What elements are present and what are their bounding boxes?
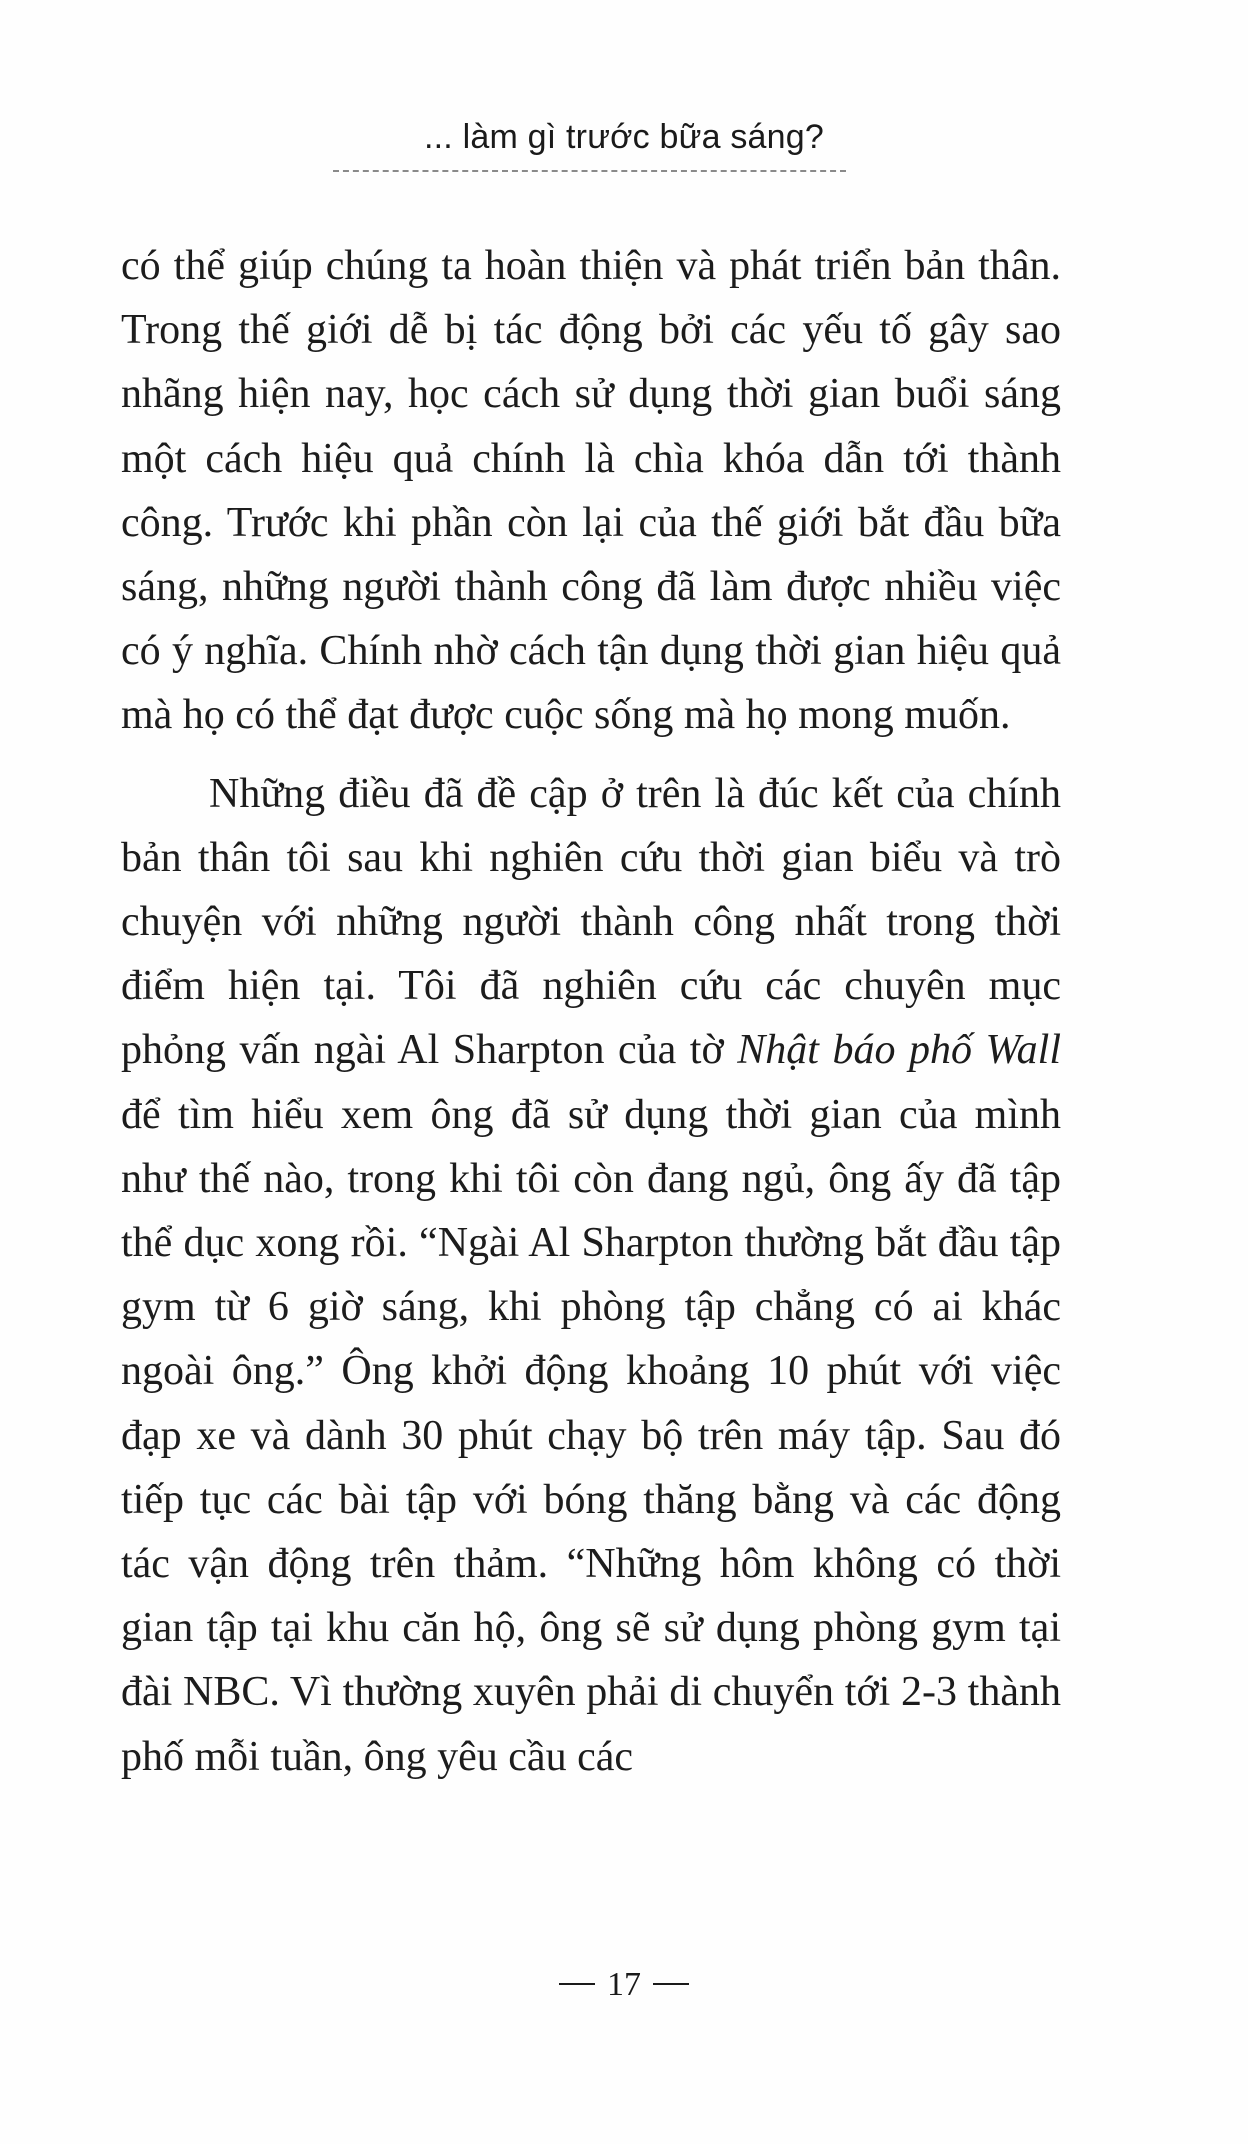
body-text: [121, 234, 1061, 1789]
paragraph-2: [121, 762, 1061, 1789]
paragraph-2-text-before: Những điều đã đề cập ở trên là đúc kết của chính bản thân tôi sau khi nghiên cứu thời gian biểu và trò chuyện với những người thành công nhất trong thời điểm hiện tại. Tôi đã nghiên cứu các chuyên mục phỏng vấn ngài Al Sharpton của tờ: [121, 770, 1061, 1074]
folio-dash-left: [559, 1983, 595, 1985]
paragraph-2-text-after: để tìm hiểu xem ông đã sử dụng thời gian của mình như thế nào, trong khi tôi còn đang ngủ, ông ấy đã tập thể dục xong rồi. “Ngài Al Sharpton thường bắt đầu tập gym từ 6 giờ sáng, khi phòng tập chẳng có ai khác ngoài ông.” Ông khởi động khoảng 10 phút với việc đạp xe và dành 30 phút chạy bộ trên máy tập. Sau đó tiếp tục các bài tập với bóng thăng bằng và các động tác vận động trên thảm. “Những hôm không có thời gian tập tại khu căn hộ, ông sẽ sử dụng phòng gym tại đài NBC. Vì thường xuyên phải di chuyển tới 2-3 thành phố mỗi tuần, ông yêu cầu các: [121, 1091, 1061, 1780]
folio-dash-right: [653, 1983, 689, 1985]
header-divider: [333, 170, 846, 172]
running-header: ... làm gì trước bữa sáng?: [424, 118, 824, 156]
page-footer: [0, 1966, 1248, 2004]
paragraph-1: có thể giúp chúng ta hoàn thiện và phát triển bản thân. Trong thế giới dễ bị tác động bởi các yếu tố gây sao nhãng hiện nay, học cách sử dụng thời gian buổi sáng một cách hiệu quả chính là chìa khóa dẫn tới thành công. Trước khi phần còn lại của thế giới bắt đầu bữa sáng, những người thành công đã làm được nhiều việc có ý nghĩa. Chính nhờ cách tận dụng thời gian hiệu quả mà họ có thể đạt được cuộc sống mà họ mong muốn.: [121, 243, 1061, 739]
page-number: 17: [607, 1966, 641, 2003]
publication-title: Nhật báo phố Wall: [737, 1027, 1062, 1074]
